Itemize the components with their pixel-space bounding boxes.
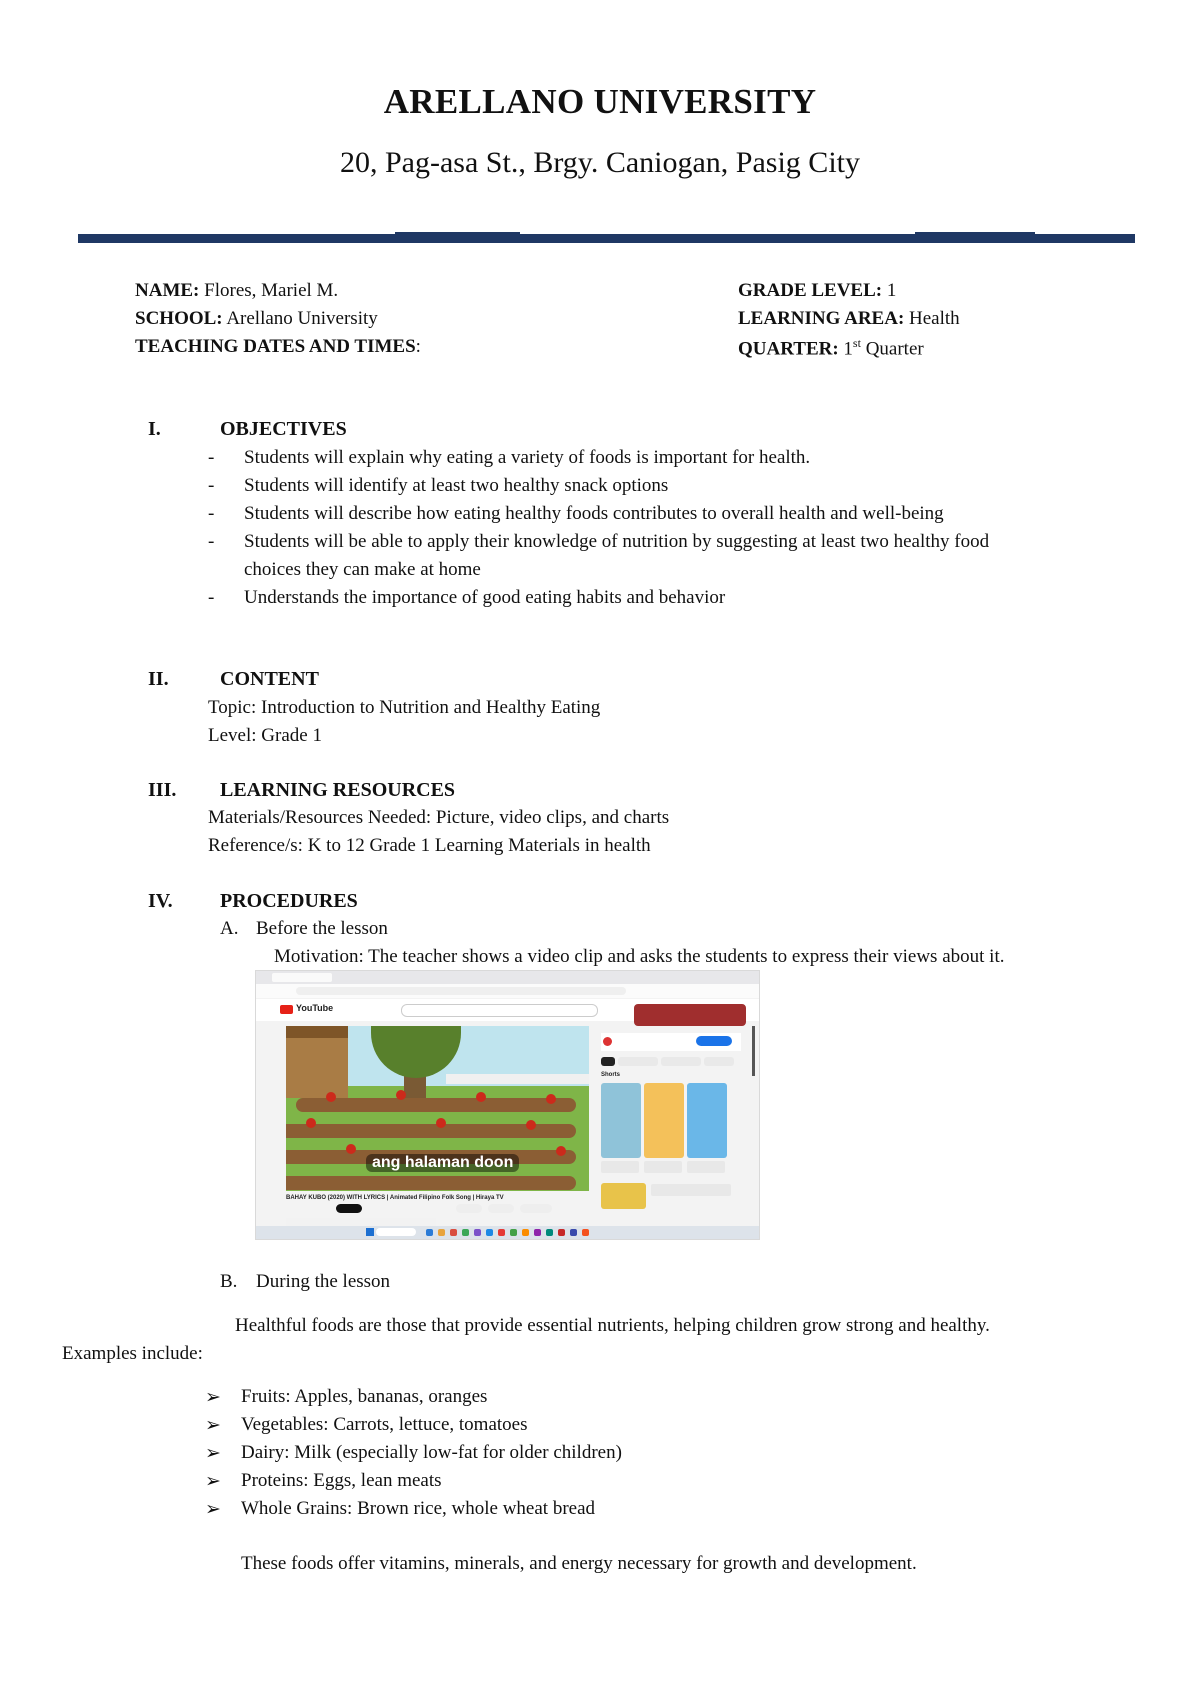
grade-value: 1: [886, 280, 897, 301]
header-divider-accent: [395, 232, 520, 234]
section-title-content: CONTENT: [220, 668, 319, 690]
dates-label: TEACHING DATES AND TIMES: [135, 336, 416, 357]
objective-item: Students will explain why eating a variety of foods is important for health.: [244, 447, 811, 468]
body-paragraph: Healthful foods are those that provide essential nutrients, helping children grow strong and healthy.: [235, 1315, 990, 1336]
taskbar-app-icon: [582, 1229, 589, 1236]
example-item: Whole Grains: Brown rice, whole wheat bread: [241, 1498, 596, 1519]
objective-item: Students will identify at least two healthy snack options: [244, 475, 669, 496]
short-caption: [687, 1161, 725, 1173]
related-video-title: [651, 1184, 731, 1196]
dates-field: [135, 336, 421, 358]
taskbar-app-icon: [450, 1229, 457, 1236]
objective-item: Students will describe how eating healthy foods contributes to overall health and well-being: [244, 503, 944, 524]
taskbar-app-icon: [474, 1229, 481, 1236]
channel-avatar-icon: [603, 1037, 612, 1046]
header-divider-accent: [915, 232, 1035, 234]
area-label: LEARNING AREA:: [738, 308, 905, 329]
youtube-logo-text: YouTube: [296, 1003, 334, 1013]
subscribe-button: [336, 1204, 362, 1213]
arrow-bullet-icon: ➢: [205, 1471, 221, 1492]
closing-paragraph: These foods offer vitamins, minerals, and energy necessary for growth and development.: [241, 1553, 917, 1574]
list-bullet: -: [208, 447, 215, 468]
example-item: Proteins: Eggs, lean meats: [241, 1470, 442, 1491]
short-thumbnail: [644, 1083, 684, 1158]
filter-chip: [618, 1057, 658, 1066]
dates-colon: :: [415, 336, 421, 357]
section-title-resources: LEARNING RESOURCES: [220, 779, 456, 801]
university-address: 20, Pag-asa St., Brgy. Caniogan, Pasig City: [340, 146, 860, 179]
shorts-label: Shorts: [601, 1072, 621, 1078]
quarter-word: Quarter: [865, 338, 924, 360]
short-thumbnail: [687, 1083, 727, 1158]
filter-chip: [704, 1057, 734, 1066]
channel-button: [696, 1036, 732, 1046]
step-before-lesson: Before the lesson: [256, 918, 388, 939]
url-field: [296, 987, 626, 995]
download-pill: [520, 1204, 552, 1213]
example-item: Vegetables: Carrots, lettuce, tomatoes: [241, 1414, 528, 1435]
tomato-plant: [326, 1092, 336, 1102]
tomato-plant: [476, 1092, 486, 1102]
short-caption: [644, 1161, 682, 1173]
video-hut-roof: [286, 1026, 348, 1038]
section-title-objectives: OBJECTIVES: [220, 418, 347, 440]
school-field: [135, 308, 378, 330]
notification-popup: [634, 1004, 746, 1026]
quarter-sup: st: [852, 336, 861, 350]
school-value: Arellano University: [226, 308, 378, 329]
objective-item-continued: choices they can make at home: [244, 559, 481, 580]
taskbar-app-icon: [510, 1229, 517, 1236]
page-scrollbar: [752, 1026, 755, 1076]
section-number: IV.: [148, 890, 173, 912]
motivation-text: Motivation: The teacher shows a video clip and asks the students to express their views about it.: [274, 946, 1005, 967]
step-label: A.: [220, 918, 239, 939]
arrow-bullet-icon: ➢: [205, 1499, 221, 1520]
list-bullet: -: [208, 587, 215, 608]
video-player-frame: [286, 1026, 589, 1191]
video-lyric-caption: ang halaman doon: [366, 1154, 519, 1172]
name-label: NAME:: [135, 280, 200, 301]
tomato-plant: [306, 1118, 316, 1128]
arrow-bullet-icon: ➢: [205, 1443, 221, 1464]
filter-chip: [601, 1057, 615, 1066]
browser-tab: [272, 973, 332, 982]
garden-row: [286, 1176, 576, 1190]
university-name: ARELLANO UNIVERSITY: [383, 82, 817, 121]
content-topic: Topic: Introduction to Nutrition and Healthy Eating: [208, 697, 601, 718]
body-paragraph-continued: Examples include:: [62, 1343, 203, 1364]
tomato-plant: [346, 1144, 356, 1154]
objective-item: Students will be able to apply their knowledge of nutrition by suggesting at least two healthy food: [244, 531, 990, 552]
arrow-bullet-icon: ➢: [205, 1387, 221, 1408]
quarter-label: QUARTER:: [738, 338, 839, 360]
section-number: I.: [148, 418, 161, 440]
taskbar-app-icon: [546, 1229, 553, 1236]
youtube-search-box: [401, 1004, 598, 1017]
filter-chip: [661, 1057, 701, 1066]
section-number: III.: [148, 779, 177, 801]
arrow-bullet-icon: ➢: [205, 1415, 221, 1436]
taskbar-app-icon: [498, 1229, 505, 1236]
area-field: [738, 308, 960, 330]
example-item: Dairy: Milk (especially low-fat for older children): [241, 1442, 622, 1463]
taskbar-app-icon: [522, 1229, 529, 1236]
grade-label: GRADE LEVEL:: [738, 280, 883, 301]
video-screenshot-image: [255, 970, 760, 1240]
resources-references: Reference/s: K to 12 Grade 1 Learning Materials in health: [208, 835, 651, 856]
step-label: B.: [220, 1271, 238, 1292]
quarter-field: [738, 336, 924, 360]
objective-item: Understands the importance of good eating habits and behavior: [244, 587, 726, 608]
example-item: Fruits: Apples, bananas, oranges: [241, 1386, 488, 1407]
taskbar-app-icon: [570, 1229, 577, 1236]
taskbar-app-icon: [558, 1229, 565, 1236]
short-caption: [601, 1161, 639, 1173]
name-field: [135, 280, 338, 302]
share-pill: [488, 1204, 514, 1213]
taskbar-app-icon: [486, 1229, 493, 1236]
step-during-lesson: During the lesson: [256, 1271, 391, 1292]
content-level: Level: Grade 1: [208, 725, 322, 746]
short-thumbnail: [601, 1083, 641, 1158]
header-divider: [78, 234, 1135, 243]
like-pill: [456, 1204, 482, 1213]
taskbar-search: [376, 1228, 416, 1236]
grade-field: [738, 280, 896, 302]
tomato-plant: [546, 1094, 556, 1104]
taskbar-app-icon: [426, 1229, 433, 1236]
video-title: BAHAY KUBO (2020) WITH LYRICS | Animated Filipino Folk Song | Hiraya TV: [286, 1195, 504, 1201]
section-number: II.: [148, 668, 169, 690]
list-bullet: -: [208, 503, 215, 524]
windows-taskbar: [256, 1226, 759, 1239]
taskbar-app-icon: [438, 1229, 445, 1236]
school-label: SCHOOL:: [135, 308, 223, 329]
taskbar-app-icon: [462, 1229, 469, 1236]
related-video-thumbnail: [601, 1183, 646, 1209]
tomato-plant: [526, 1120, 536, 1130]
quarter-num: 1: [843, 338, 853, 360]
section-title-procedures: PROCEDURES: [220, 890, 358, 912]
resources-materials: Materials/Resources Needed: Picture, video clips, and charts: [208, 807, 670, 828]
windows-start-icon: [366, 1228, 374, 1236]
name-value: Flores, Mariel M.: [204, 280, 339, 301]
tomato-plant: [436, 1118, 446, 1128]
youtube-logo-icon: [280, 1005, 293, 1014]
video-fence: [446, 1074, 589, 1084]
garden-row: [296, 1098, 576, 1112]
area-value: Health: [909, 308, 960, 329]
tomato-plant: [556, 1146, 566, 1156]
taskbar-app-icon: [534, 1229, 541, 1236]
list-bullet: -: [208, 531, 215, 552]
tomato-plant: [396, 1090, 406, 1100]
list-bullet: -: [208, 475, 215, 496]
